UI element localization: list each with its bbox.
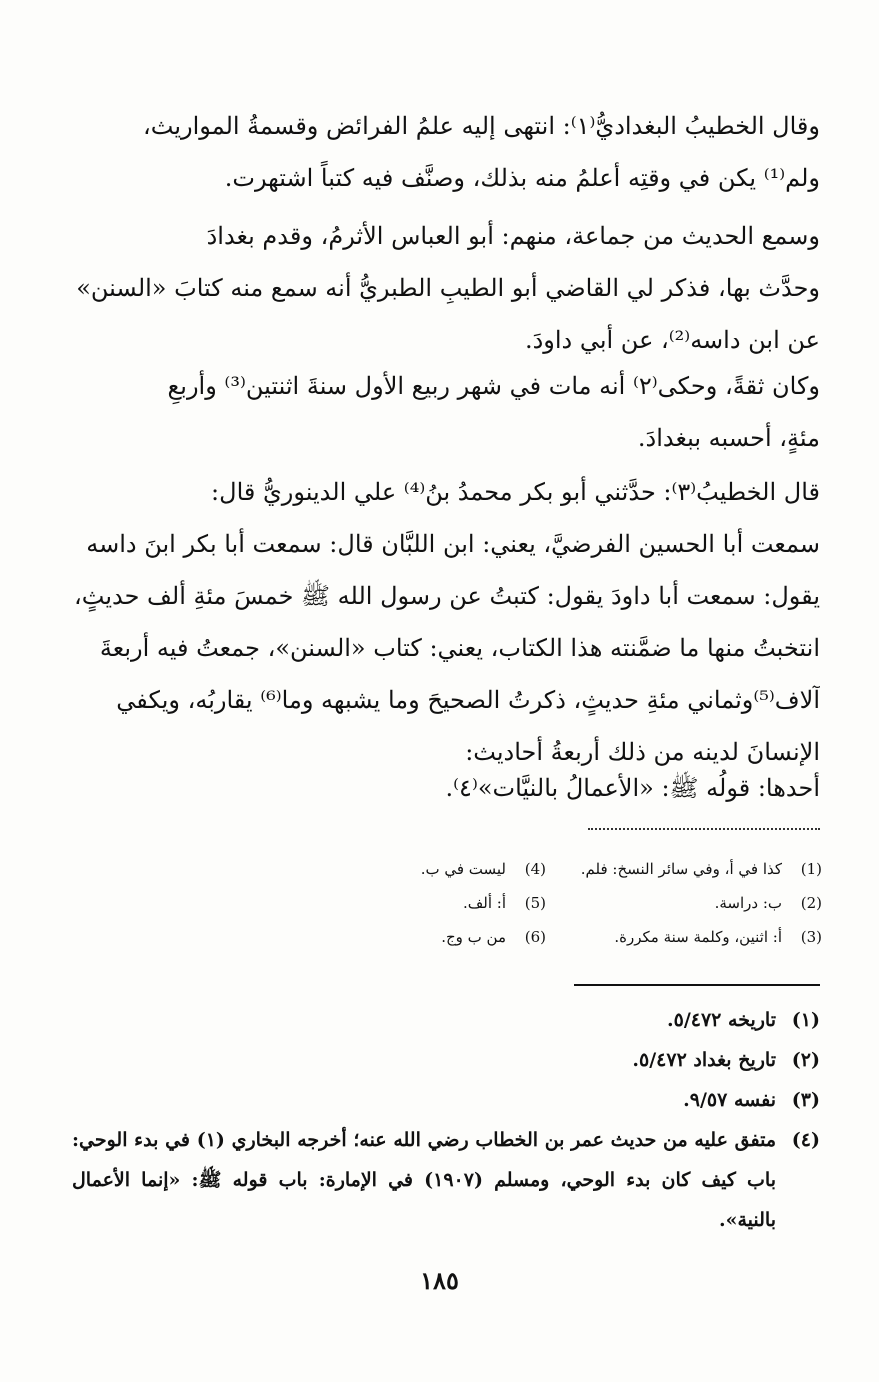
- text-line: آلاف⁽⁵⁾وثماني مئةِ حديثٍ، ذكرتُ الصحيحَ وما يشبهه وما⁽⁶⁾ يقاربُه، ويكفي: [116, 686, 820, 714]
- paragraph: [72, 762, 820, 814]
- text-line: أحدها: قولُه ﷺ: «الأعمالُ بالنيَّات»⁽٤⁾.: [445, 774, 820, 802]
- text-line: الإنسانَ لدينه من ذلك أربعةُ أحاديث:: [465, 738, 820, 766]
- footnote-number: (٤): [791, 1129, 820, 1151]
- footnote-number: (١): [791, 1009, 820, 1031]
- variant-number: (1): [800, 860, 822, 878]
- dotted-separator: [588, 828, 820, 836]
- variant-number: (6): [524, 928, 546, 946]
- footnote: [72, 1000, 820, 1040]
- text-line: سمعت أبا الحسين الفرضيَّ، يعني: ابن اللبَّان قال: سمعت أبا بكر ابنَ داسه: [86, 530, 820, 558]
- footnote: [72, 1080, 820, 1120]
- text-line: وسمع الحديث من جماعة، منهم: أبو العباس الأثرمُ، وقدم بغدادَ: [206, 222, 820, 250]
- paragraph: [72, 360, 820, 464]
- footnote-rule: [574, 984, 820, 986]
- text-line: انتخبتُ منها ما ضمَّنته هذا الكتاب، يعني: كتاب «السنن»، جمعتُ فيه أربعةَ: [99, 634, 820, 662]
- variant-number: (5): [524, 894, 546, 912]
- footnote-number: (٢): [791, 1049, 820, 1071]
- text-line: وقال الخطيبُ البغداديُّ⁽١⁾: انتهى إليه علمُ الفرائض وقسمةُ المواريث،: [143, 112, 820, 140]
- page-number: ١٨٥: [420, 1266, 459, 1295]
- variant-note: [270, 920, 546, 954]
- variant-note: [546, 920, 822, 954]
- text-line: مئةٍ، أحسبه ببغدادَ.: [637, 424, 820, 452]
- variant-text: ليست في ب.: [420, 860, 506, 878]
- footnote-text: تاريخه ٥/٤٧٢.: [667, 1009, 776, 1031]
- variant-number: (2): [800, 894, 822, 912]
- footnote-text: نفسه ٩/٥٧.: [683, 1089, 776, 1111]
- variant-note: [270, 852, 546, 886]
- variants-column-left: [270, 852, 546, 954]
- footnotes: [72, 1000, 820, 1240]
- text-line: قال الخطيبُ⁽٣⁾: حدَّثني أبو بكر محمدُ بنُ⁽⁴⁾ علي الدينوريُّ قال:: [211, 478, 820, 506]
- paragraph: [72, 100, 820, 204]
- footnote: [72, 1040, 820, 1080]
- text-line: ولم⁽¹⁾ يكن في وقتِه أعلمُ منه بذلك، وصنَّف فيه كتباً اشتهرت.: [224, 164, 820, 192]
- manuscript-variants: [270, 852, 822, 956]
- paragraph: [72, 210, 820, 366]
- variant-note: [546, 886, 822, 920]
- variants-column-right: [546, 852, 822, 954]
- variant-note: [270, 886, 546, 920]
- variant-number: (4): [524, 860, 546, 878]
- variant-text: ب: دراسة.: [714, 894, 782, 912]
- variant-text: أ: اثنين، وكلمة سنة مكررة.: [614, 928, 782, 946]
- text-line: وحدَّث بها، فذكر لي القاضي أبو الطيبِ الطبريُّ أنه سمع منه كتابَ «السنن»: [76, 274, 820, 302]
- variant-note: [546, 852, 822, 886]
- variant-text: من ب وج.: [441, 928, 506, 946]
- text-line: يقول: سمعت أبا داودَ يقول: كتبتُ عن رسول الله ﷺ خمسَ مئةِ ألف حديثٍ،: [74, 582, 820, 610]
- footnote: [72, 1120, 820, 1240]
- paragraph: [72, 466, 820, 778]
- variant-text: كذا في أ، وفي سائر النسخ: فلم.: [580, 860, 782, 878]
- footnote-number: (٣): [791, 1089, 820, 1111]
- footnote-text: متفق عليه من حديث عمر بن الخطاب رضي الله عنه؛ أخرجه البخاري (١) في بدء الوحي: باب كيف كان بدء الوحي، ومسلم (١٩٠٧) في الإمارة: باب قوله ﷺ: «إنما الأعمال بالنية».: [72, 1129, 776, 1231]
- footnote-text: تاريخ بغداد ٥/٤٧٢.: [632, 1049, 776, 1071]
- variant-text: أ: ألف.: [462, 894, 506, 912]
- text-line: عن ابن داسه⁽²⁾، عن أبي داودَ.: [524, 326, 820, 354]
- variant-number: (3): [800, 928, 822, 946]
- text-line: وكان ثقةً، وحكى⁽٢⁾ أنه مات في شهر ربيع الأول سنةَ اثنتين⁽³⁾ وأربعِ: [167, 372, 820, 400]
